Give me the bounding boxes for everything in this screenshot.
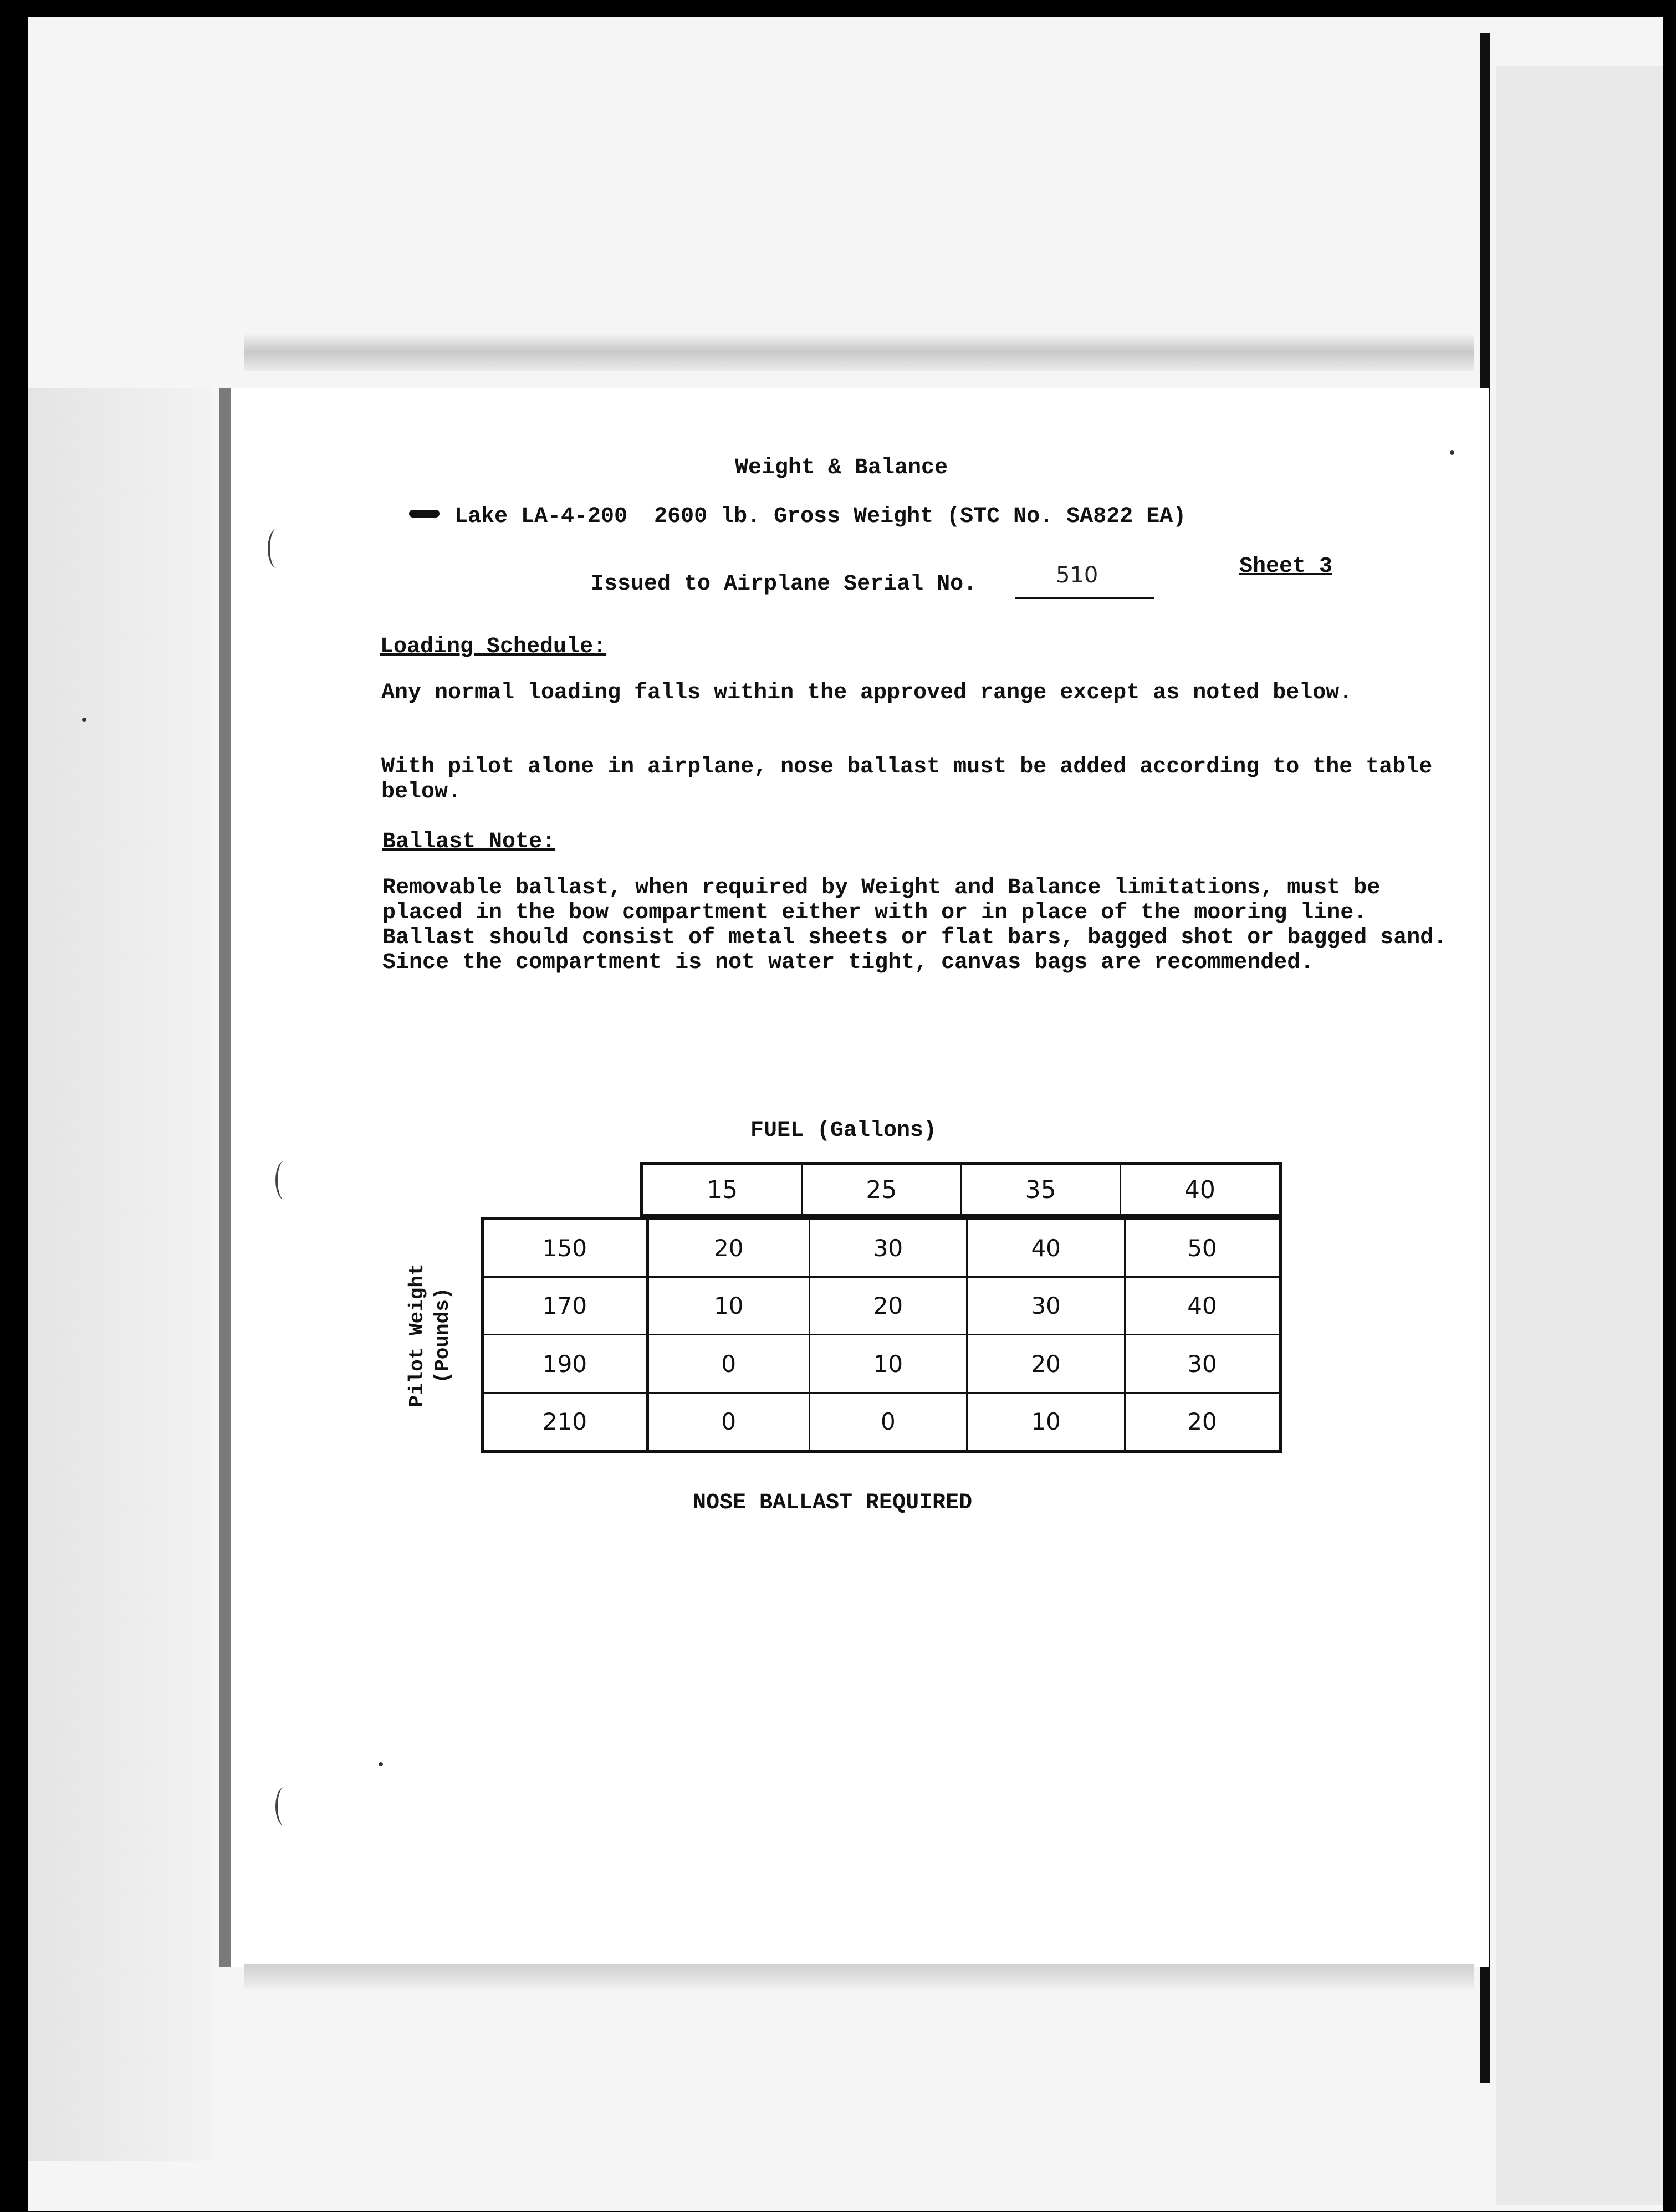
pilot-weight-cell: 190 — [484, 1335, 647, 1393]
pointer-mark — [409, 510, 440, 518]
ballast-value-cell: 20 — [809, 1277, 967, 1335]
table-row — [484, 1393, 1279, 1450]
table-caption: NOSE BALLAST REQUIRED — [693, 1491, 973, 1515]
ballast-value-cell: 30 — [967, 1277, 1125, 1335]
page-margin-shadow — [28, 388, 211, 2161]
pilot-weight-cell: 150 — [484, 1220, 647, 1277]
fuel-header-35: 35 — [962, 1165, 1121, 1214]
pilot-weight-cell: 170 — [484, 1277, 647, 1335]
binder-hole-mark — [275, 1787, 293, 1826]
pilot-weight-label-line1: Pilot Weight — [406, 1263, 428, 1407]
table-row — [484, 1220, 1279, 1277]
ballast-value-cell: 20 — [1125, 1393, 1279, 1450]
ballast-note-heading: Ballast Note: — [382, 830, 556, 854]
binder-hole-mark — [268, 529, 285, 568]
ballast-value-cell: 30 — [809, 1220, 967, 1277]
ballast-value-cell: 40 — [967, 1220, 1125, 1277]
fuel-column-title: FUEL (Gallons) — [750, 1118, 937, 1143]
sheet-top-shadow — [244, 332, 1474, 371]
sheet-bottom-shadow — [244, 1964, 1474, 1989]
binder-hole-mark — [275, 1161, 293, 1200]
fuel-header-40: 40 — [1184, 1175, 1215, 1204]
pilot-weight-cell: 210 — [484, 1393, 647, 1450]
fuel-header-15: 15 — [643, 1165, 803, 1214]
speck — [379, 1762, 383, 1766]
pilot-weight-axis-label — [405, 1263, 456, 1407]
ballast-value-cell: 10 — [967, 1393, 1125, 1450]
fuel-header-25: 25 — [803, 1165, 962, 1214]
ballast-table — [481, 1217, 1282, 1453]
speck — [82, 718, 86, 722]
ballast-note-paragraph: Removable ballast, when required by Weight and Balance limitations, must be placed in the bow compartment either with or in place of the mooring line. Ballast should consist of metal sheets or flat bars, bagged shot or bagged sand. Since the compartment is not water tight, canvas bags are recommended. — [382, 875, 1447, 975]
ballast-value-cell: 50 — [1125, 1220, 1279, 1277]
ballast-value-cell: 10 — [809, 1335, 967, 1393]
ballast-value-cell: 30 — [1125, 1335, 1279, 1393]
loading-schedule-heading: Loading Schedule: — [380, 634, 607, 659]
ballast-value-cell: 20 — [647, 1220, 809, 1277]
serial-number: 510 — [1056, 562, 1098, 588]
ballast-value-cell: 10 — [647, 1277, 809, 1335]
loading-paragraph-2: With pilot alone in airplane, nose ballast must be added according to the table below. — [381, 755, 1433, 805]
pilot-weight-label-line2: (Pounds) — [431, 1287, 454, 1384]
page-edge — [1496, 66, 1663, 2205]
ballast-value-cell: 20 — [967, 1335, 1125, 1393]
ballast-value-cell: 0 — [809, 1393, 967, 1450]
table-row — [484, 1277, 1279, 1335]
loading-paragraph-1: Any normal loading falls within the approved range except as noted below. — [381, 680, 1353, 705]
fuel-header-row — [640, 1162, 1282, 1217]
ballast-value-cell: 0 — [647, 1335, 809, 1393]
issued-label: Issued to Airplane Serial No. — [591, 572, 977, 597]
table-row — [484, 1335, 1279, 1393]
document-title: Weight & Balance — [735, 455, 948, 480]
ballast-value-cell: 0 — [647, 1393, 809, 1450]
document-subtitle: Lake LA-4-200 2600 lb. Gross Weight (STC No. SA822 EA) — [454, 504, 1187, 529]
ballast-value-cell: 40 — [1125, 1277, 1279, 1335]
speck — [1450, 450, 1454, 455]
sheet-number: Sheet 3 — [1239, 554, 1333, 579]
